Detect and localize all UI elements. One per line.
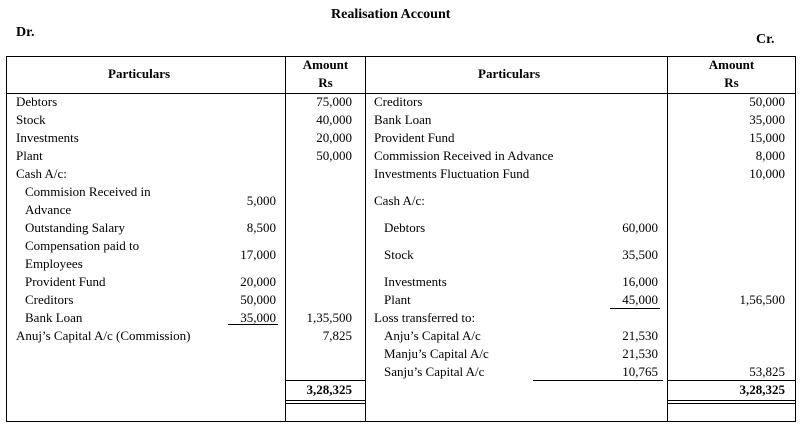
debit-item-label: Debtors	[16, 94, 58, 109]
cr-label: Cr.	[756, 32, 775, 47]
debit-cash-item-amount: 17,000	[240, 247, 276, 262]
debit-cash-total: 1,35,500	[306, 310, 352, 325]
debit-cash-item-label: Compensation paid to	[25, 238, 140, 253]
cr-total-bottom-line-2	[668, 403, 795, 404]
loss-item-amount: 10,765	[622, 364, 658, 379]
anuj-commission-label: Anuj’s Capital A/c (Commission)	[16, 328, 191, 343]
dr-amount-header: Amount	[302, 57, 349, 72]
loss-item-amount: 21,530	[622, 328, 658, 343]
credit-item-label: Commission Received in Advance	[374, 148, 554, 163]
debit-cash-item-amount: 5,000	[246, 193, 276, 208]
debit-item-amount: 50,000	[316, 148, 352, 163]
center-border	[365, 56, 366, 422]
anuj-commission-amount: 7,825	[322, 328, 352, 343]
table-bottom-border	[6, 421, 796, 422]
debit-total: 3,28,325	[306, 382, 352, 397]
credit-cash-item-label: Debtors	[384, 220, 426, 235]
debit-cash-item-label: Creditors	[25, 292, 74, 307]
loss-item-label: Sanju’s Capital A/c	[384, 364, 485, 379]
credit-cash-item-amount: 45,000	[622, 292, 658, 307]
debit-item-amount: 20,000	[316, 130, 352, 145]
dr-particulars-header: Particulars	[108, 66, 171, 81]
loss-transferred-label: Loss transferred to:	[374, 310, 476, 325]
loss-item-amount: 21,530	[622, 346, 658, 361]
credit-item-label: Bank Loan	[374, 112, 432, 127]
loss-item-label: Manju’s Capital A/c	[384, 346, 489, 361]
credit-cash-item-label: Plant	[384, 292, 411, 307]
credit-item-label: Provident Fund	[374, 130, 455, 145]
left-border	[6, 56, 7, 422]
credit-item-amount: 50,000	[749, 94, 785, 109]
debit-cash-label: Cash A/c:	[16, 166, 67, 181]
credit-cash-item-amount: 35,500	[622, 247, 658, 262]
credit-item-label: Investments Fluctuation Fund	[374, 166, 530, 181]
dr-rs-header: Rs	[318, 75, 333, 90]
debit-item-label: Stock	[16, 112, 46, 127]
debit-item-amount: 75,000	[316, 94, 352, 109]
debit-cash-item-amount: 20,000	[240, 274, 276, 289]
credit-item-amount: 35,000	[749, 112, 785, 127]
debit-cash-item-label-cont: Advance	[25, 202, 72, 217]
account-title: Realisation Account	[331, 7, 451, 22]
right-border	[795, 56, 796, 422]
cr-particulars-header: Particulars	[478, 66, 541, 81]
debit-cash-item-label: Outstanding Salary	[25, 220, 126, 235]
credit-total: 3,28,325	[739, 382, 785, 397]
credit-item-amount: 8,000	[755, 148, 785, 163]
cr-rs-header: Rs	[724, 75, 739, 90]
debit-item-amount: 40,000	[316, 112, 352, 127]
credit-item-label: Creditors	[374, 94, 423, 109]
dr-total-bottom-line-1	[286, 400, 365, 401]
debit-item-label: Plant	[16, 148, 43, 163]
credit-cash-total: 1,56,500	[739, 292, 785, 307]
credit-item-amount: 10,000	[749, 166, 785, 181]
debit-cash-item-amount: 50,000	[240, 292, 276, 307]
loss-total: 53,825	[749, 364, 785, 379]
credit-cash-item-amount: 60,000	[622, 220, 658, 235]
debit-item-label: Investments	[16, 130, 79, 145]
credit-cash-item-amount: 16,000	[622, 274, 658, 289]
credit-cash-label: Cash A/c:	[374, 193, 425, 208]
debit-cash-item-amount: 8,500	[246, 220, 276, 235]
debit-cash-item-label: Provident Fund	[25, 274, 106, 289]
debit-cash-item-label: Bank Loan	[25, 310, 83, 325]
credit-cash-item-label: Stock	[384, 247, 414, 262]
dr-total-bottom-line-2	[286, 403, 365, 404]
debit-cash-item-label: Commision Received in	[25, 184, 151, 199]
debit-cash-item-label-cont: Employees	[25, 256, 83, 271]
debit-cash-item-amount: 35,000	[240, 310, 276, 325]
loss-item-label: Anju’s Capital A/c	[384, 328, 481, 343]
credit-item-amount: 15,000	[749, 130, 785, 145]
cr-amount-header: Amount	[708, 57, 755, 72]
credit-cash-item-label: Investments	[384, 274, 447, 289]
dr-label: Dr.	[16, 25, 35, 40]
cr-total-bottom-line-1	[668, 400, 795, 401]
